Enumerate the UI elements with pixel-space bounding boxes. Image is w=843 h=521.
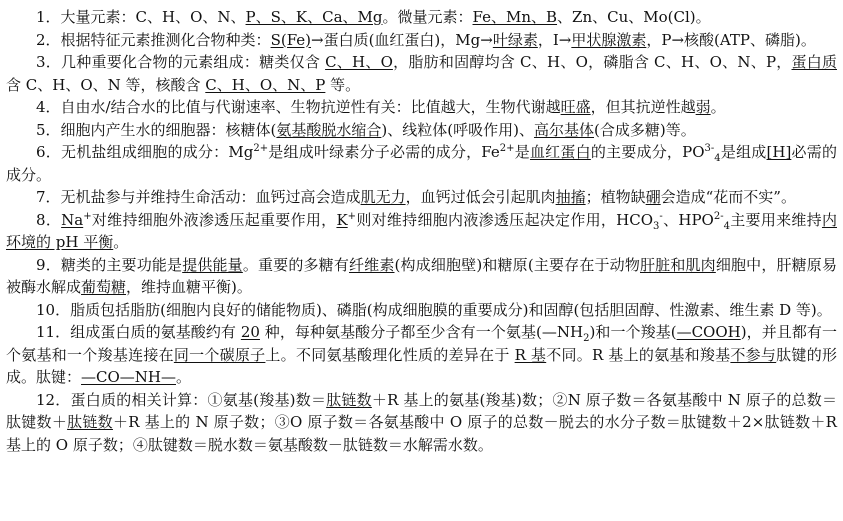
- item-number: 5．: [36, 120, 61, 139]
- item-number: 8．: [36, 210, 62, 229]
- item-number: 10．: [36, 300, 71, 319]
- underlined-text: —COOH: [676, 323, 741, 341]
- item-text: 2+: [253, 143, 269, 154]
- item-text: 。: [113, 233, 129, 251]
- item-number: 7．: [36, 188, 61, 206]
- item-number: 1．: [36, 8, 61, 26]
- item-text: (合成多糖)等。: [594, 120, 696, 139]
- underlined-text: 抽搐: [555, 188, 586, 206]
- item-text: 。: [710, 98, 726, 116]
- list-item: [6, 299, 837, 322]
- item-text: 、HPO: [662, 210, 714, 229]
- item-text: 不同。R 基上的氨基和羧基: [546, 345, 731, 364]
- underlined-text: 甲状腺激素: [571, 30, 647, 49]
- underlined-text: 提供能量: [182, 255, 243, 274]
- list-item: [6, 186, 837, 209]
- item-text: 3-: [704, 143, 715, 154]
- item-text: 。微量元素：: [382, 8, 473, 26]
- underlined-text: 肽链数: [326, 390, 372, 409]
- underlined-text: K: [336, 210, 348, 229]
- item-text: 肽键的形成。肽键：: [6, 345, 837, 386]
- underlined-text: Na: [61, 210, 84, 229]
- list-item: [6, 96, 837, 119]
- item-text: 。重要的多糖有: [242, 255, 349, 274]
- item-text: 2+: [499, 143, 515, 154]
- item-text: 是组成叶绿素分子必需的成分，Fe: [268, 143, 500, 161]
- item-text: ，脂肪和固醇均含 C、H、O，磷脂含 C、H、O、N、P，: [392, 53, 792, 71]
- item-number: 9．: [36, 255, 61, 274]
- list-item: [6, 119, 837, 142]
- underlined-text: 不参与: [730, 345, 777, 364]
- item-text: 则对维持细胞内液渗透压起决定作用，HCO: [356, 210, 654, 229]
- item-text: )，并且都有一个氨基和一个羧基连接在: [6, 323, 837, 364]
- list-item: [6, 209, 837, 254]
- underlined-text: P、S、K、Ca、Mg: [245, 8, 383, 26]
- item-text: 是组成: [720, 143, 767, 161]
- item-text: 主要用来维持: [729, 210, 822, 229]
- underlined-text: 旺盛: [560, 98, 591, 116]
- list-item: [6, 141, 837, 186]
- item-text: 对维持细胞外液渗透压起重要作用，: [91, 210, 337, 229]
- underlined-text: 高尔基体: [533, 120, 594, 139]
- underlined-text: 20: [240, 323, 260, 341]
- underlined-text: 内环境的 pH 平衡: [6, 210, 837, 251]
- item-text: 的主要成分，PO: [590, 143, 705, 161]
- underlined-text: 弱: [695, 98, 711, 116]
- list-item: [6, 51, 837, 96]
- underlined-text: Fe、Mn、B: [472, 8, 558, 26]
- underlined-text: 蛋白质: [791, 53, 837, 71]
- item-text: ，血钙过低会引起肌肉: [405, 188, 556, 206]
- item-text: 种，每种氨基酸分子都至少含有一个氨基(—NH: [259, 323, 584, 341]
- item-text: +: [83, 210, 92, 222]
- item-text: 糖类的主要功能是: [60, 255, 183, 274]
- item-text: 含 C、H、O、N 等，核酸含: [6, 75, 206, 94]
- item-text: 大量元素：C、H、O、N、: [60, 8, 246, 26]
- underlined-text: C、H、O: [325, 53, 393, 71]
- item-text: (构成细胞壁)和糖原(主要存在于动物: [394, 255, 640, 274]
- item-text: 自由水/结合水的比值与代谢速率、生物抗逆性有关：比值越大，生物代谢越: [60, 98, 561, 116]
- item-text: 2-: [713, 210, 724, 222]
- item-number: 4．: [36, 98, 61, 116]
- underlined-text: 葡萄糖: [81, 278, 127, 296]
- list-item: [6, 389, 837, 457]
- underlined-text: 肌无力: [360, 188, 406, 206]
- item-number: 2．: [36, 30, 61, 49]
- item-text: →蛋白质(血红蛋白)，Mg→: [311, 30, 493, 49]
- list-item: [6, 321, 837, 389]
- item-text: ，但其抗逆性越: [590, 98, 696, 116]
- list-item: [6, 6, 837, 29]
- item-text: )和一个羧基(: [589, 323, 677, 341]
- item-text: 组成蛋白质的氨基酸约有: [70, 323, 241, 341]
- underlined-text: 同一个碳原子: [173, 345, 266, 364]
- item-text: ；植物缺: [585, 188, 646, 206]
- item-text: 必需的成分。: [6, 143, 837, 184]
- item-text: 根据特征元素推测化合物种类：: [60, 30, 271, 49]
- item-text: 会造成“花而不实”。: [660, 188, 796, 206]
- item-text: 无机盐组成细胞的成分：Mg: [60, 143, 254, 161]
- underlined-text: [H]: [766, 143, 792, 161]
- list-item: [6, 254, 837, 299]
- item-text: 是: [514, 143, 530, 161]
- item-text: 上。不同氨基酸理化性质的差异在于: [265, 345, 515, 364]
- underlined-text: S(Fe): [270, 30, 312, 49]
- item-text: +: [347, 210, 357, 222]
- item-text: 、Zn、Cu、Mo(Cl)。: [557, 8, 711, 26]
- item-text: )、线粒体(呼吸作用)、: [381, 120, 534, 139]
- underlined-text: —CO—NH—: [81, 368, 176, 386]
- item-text: 3: [653, 220, 660, 232]
- item-text: 脂质包括脂肪(细胞内良好的储能物质)、磷脂(构成细胞膜的重要成分)和固醇(包括胆固醇、性激素、维生素 D 等)。: [70, 300, 832, 319]
- underlined-text: 硼: [645, 188, 661, 206]
- item-number: 3．: [36, 53, 62, 71]
- item-text: -: [659, 210, 663, 222]
- item-text: ＋R 基上的 N 原子数；③O 原子数＝各氨基酸中 O 原子的总数－脱去的水分子数＝肽键数＋2×肽链数＋R 基上的 O 原子数；④肽键数＝脱水数＝氨基酸数－肽链数＝水解需水数。: [6, 413, 837, 454]
- item-text: 细胞内产生水的细胞器：核糖体(: [60, 120, 277, 139]
- item-text: 等。: [325, 75, 361, 94]
- item-number: 6．: [36, 143, 61, 161]
- item-text: 无机盐参与并维持生命活动：血钙过高会造成: [60, 188, 361, 206]
- underlined-text: 叶绿素: [492, 30, 538, 49]
- item-text: ，维持血糖平衡)。: [126, 278, 252, 296]
- item-number: 12．: [36, 390, 71, 409]
- item-text: ，I→: [537, 30, 572, 49]
- item-text: 4: [723, 220, 730, 232]
- underlined-text: C、H、O、N、P: [205, 75, 326, 94]
- underlined-text: 肽链数: [67, 413, 113, 431]
- item-text: 蛋白质的相关计算：①氨基(羧基)数＝: [70, 390, 327, 409]
- item-text: 。: [176, 368, 192, 386]
- item-text: 4: [714, 153, 721, 164]
- underlined-text: R 基: [514, 345, 547, 364]
- item-text: 2: [583, 333, 590, 344]
- list-item: [6, 29, 837, 52]
- item-text: 细胞中，肝糖原易被酶水解成: [6, 255, 837, 296]
- underlined-text: 氨基酸脱水缩合: [276, 120, 382, 139]
- underlined-text: 纤维素: [349, 255, 395, 274]
- item-number: 11．: [36, 323, 71, 341]
- item-text: ＋R 基上的氨基(羧基)数；②N 原子数＝各氨基酸中 N 原子的总数＝肽键数＋: [6, 390, 837, 431]
- item-text: ，P→核酸(ATP、磷脂)。: [646, 30, 816, 49]
- item-text: 几种重要化合物的元素组成：糖类仅含: [61, 53, 326, 71]
- underlined-text: 血红蛋白: [529, 143, 591, 161]
- underlined-text: 肝脏和肌肉: [640, 255, 716, 274]
